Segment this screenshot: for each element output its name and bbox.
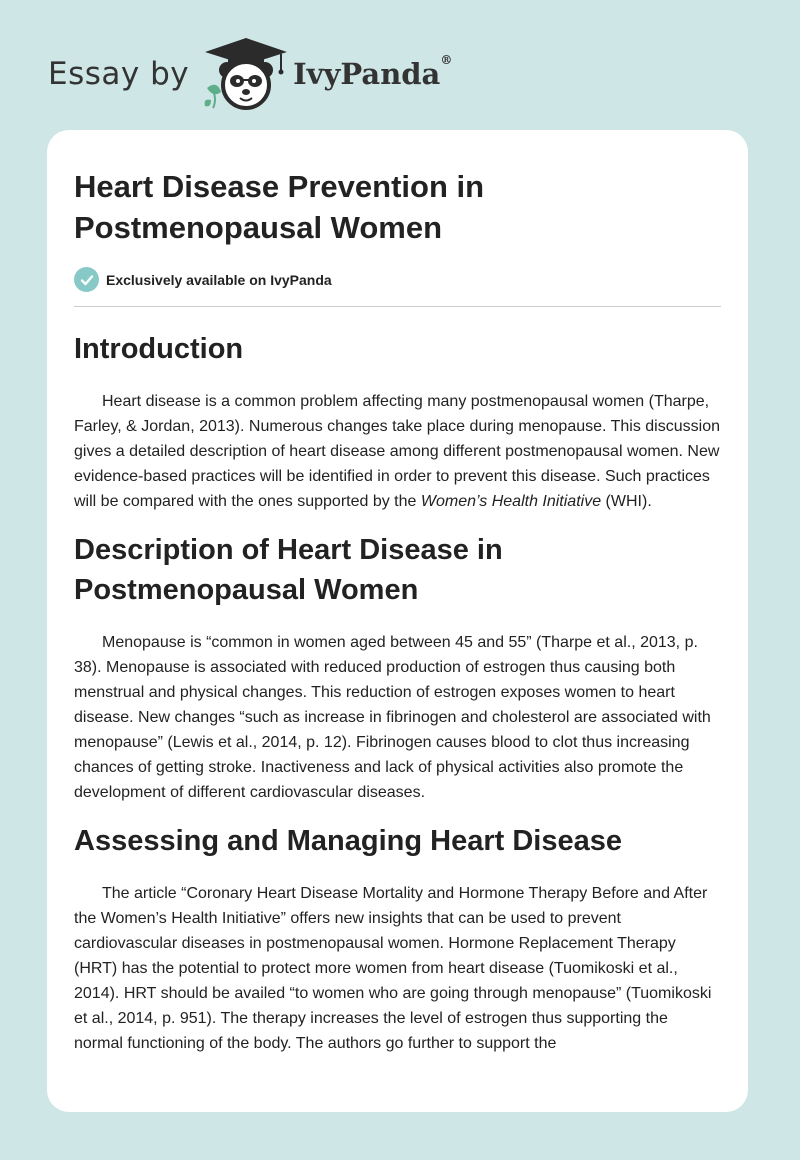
section-paragraph-assessing: The article “Coronary Heart Disease Mortality and Hormone Therapy Before and After the Women’s Health Initiative” offers new insights that can be used to prevent cardiovascular diseases in postmenopausal women. Hormone Replacement Therapy (HRT) has the potential to protect more women from heart disease (Tuomikoski et al., 2014). HRT should be availed “to women who are going through menopause” (Tuomikoski et al., 2014, p. 951). The therapy increases the level of estrogen thus supporting the normal functioning of the body. The authors go further to support the <box>74 885 712 1052</box>
page-title: Heart Disease Prevention in Postmenopausal Women <box>74 169 485 245</box>
exclusive-badge <box>74 267 721 292</box>
paragraph-italic-text: Women’s Health Initiative <box>420 493 602 510</box>
section-heading-description: Description of Heart Disease in Postmenopausal Women <box>74 534 503 606</box>
section-heading-assessing: Assessing and Managing Heart Disease <box>74 825 622 857</box>
paragraph-text-end: (WHI). <box>601 493 652 510</box>
brand-name <box>293 53 453 91</box>
brand-name-text: IvyPanda <box>293 57 441 91</box>
divider <box>74 306 721 307</box>
exclusive-label: Exclusively available on IvyPanda <box>106 271 332 288</box>
brand-prefix: Essay by <box>48 56 190 92</box>
check-circle-icon <box>74 267 99 292</box>
registered-mark: ® <box>440 53 453 67</box>
section-paragraph-description: Menopause is “common in women aged between 45 and 55” (Tharpe et al., 2013, p. 38). Menopause is associated with reduced production of estrogen thus causing both menstrual and physical changes. This reduction of estrogen exposes women to heart disease. New changes “such as increase in fibrinogen and cholesterol are associated with menopause” (Lewis et al., 2014, p. 12). Fibrinogen causes blood to clot thus increasing chances of getting stroke. Inactiveness and lack of physical activities also promote the development of different cardiovascular diseases. <box>74 634 711 801</box>
section-heading-introduction: Introduction <box>74 333 244 365</box>
essay-card <box>47 130 748 1112</box>
section-paragraph-introduction <box>74 389 721 514</box>
panda-logo-icon <box>203 36 289 112</box>
paragraph-text: Heart disease is a common problem affecting many postmenopausal women (Tharpe, Farley, & Jordan, 2013). Numerous changes take place during menopause. This discussion gives a detailed description of heart disease among different postmenopausal women. New evidence-based practices will be identified in order to prevent this disease. Such practices will be compared with the ones supported by the <box>74 393 720 510</box>
site-header <box>48 34 452 114</box>
